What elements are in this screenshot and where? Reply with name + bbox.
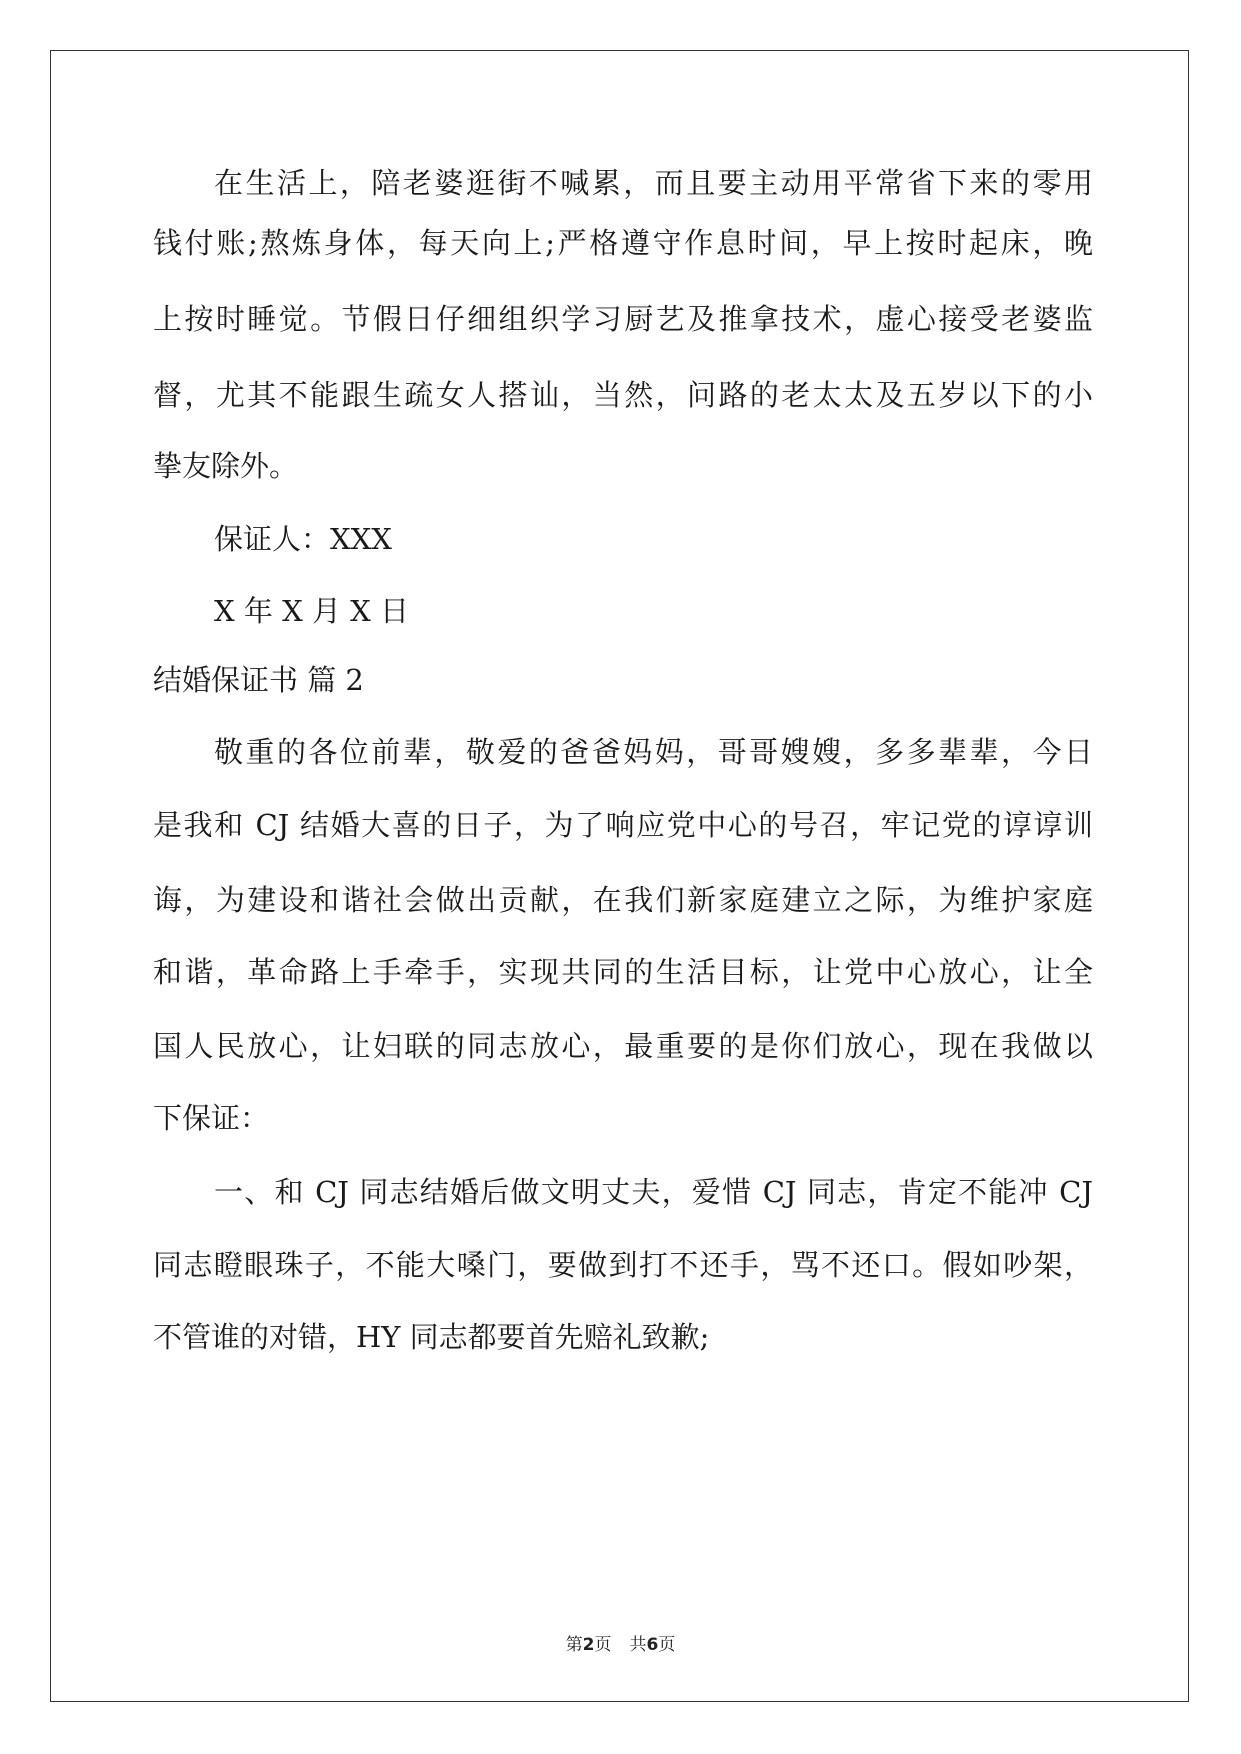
paragraph-line: 钱付账;熬炼身体，每天向上;严格遵守作息时间，早上按时起床，晚 — [153, 226, 1093, 260]
signature-line: 保证人：XXX — [214, 522, 392, 556]
page-footer — [0, 1630, 1241, 1655]
paragraph-line: 一、和 CJ 同志结婚后做文明丈夫，爱惜 CJ 同志，肯定不能冲 CJ — [214, 1175, 1093, 1209]
page-border — [50, 50, 1189, 1702]
paragraph-line: 不管谁的对错，HY 同志都要首先赔礼致歉; — [153, 1320, 710, 1354]
paragraph-line: 督，尤其不能跟生疏女人搭讪，当然，问路的老太太及五岁以下的小 — [153, 378, 1093, 412]
paragraph-line: 上按时睡觉。节假日仔细组织学习厨艺及推拿技术，虚心接受老婆监 — [153, 302, 1093, 336]
page-number: 第2页 — [565, 1635, 612, 1655]
paragraph-line: 是我和 CJ 结婚大喜的日子，为了响应党中心的号召，牢记党的谆谆训 — [153, 808, 1093, 842]
paragraph-line: 敬重的各位前辈，敬爱的爸爸妈妈，哥哥嫂嫂，多多辈辈，今日 — [214, 735, 1093, 769]
date-line: X 年 X 月 X 日 — [214, 594, 410, 628]
paragraph-line: 同志瞪眼珠子，不能大嗓门，要做到打不还手，骂不还口。假如吵架， — [153, 1248, 1093, 1282]
paragraph-line: 国人民放心，让妇联的同志放心，最重要的是你们放心，现在我做以 — [153, 1029, 1093, 1063]
section-heading: 结婚保证书 篇 2 — [153, 663, 364, 697]
paragraph-line: 和谐，革命路上手牵手，实现共同的生活目标，让党中心放心，让全 — [153, 955, 1093, 989]
page-total: 共6页 — [629, 1635, 676, 1655]
paragraph-line: 在生活上，陪老婆逛街不喊累，而且要主动用平常省下来的零用 — [214, 166, 1093, 200]
paragraph-line: 诲，为建设和谐社会做出贡献，在我们新家庭建立之际，为维护家庭 — [153, 883, 1093, 917]
paragraph-line: 下保证： — [153, 1101, 270, 1135]
paragraph-line: 挚友除外。 — [153, 449, 299, 483]
